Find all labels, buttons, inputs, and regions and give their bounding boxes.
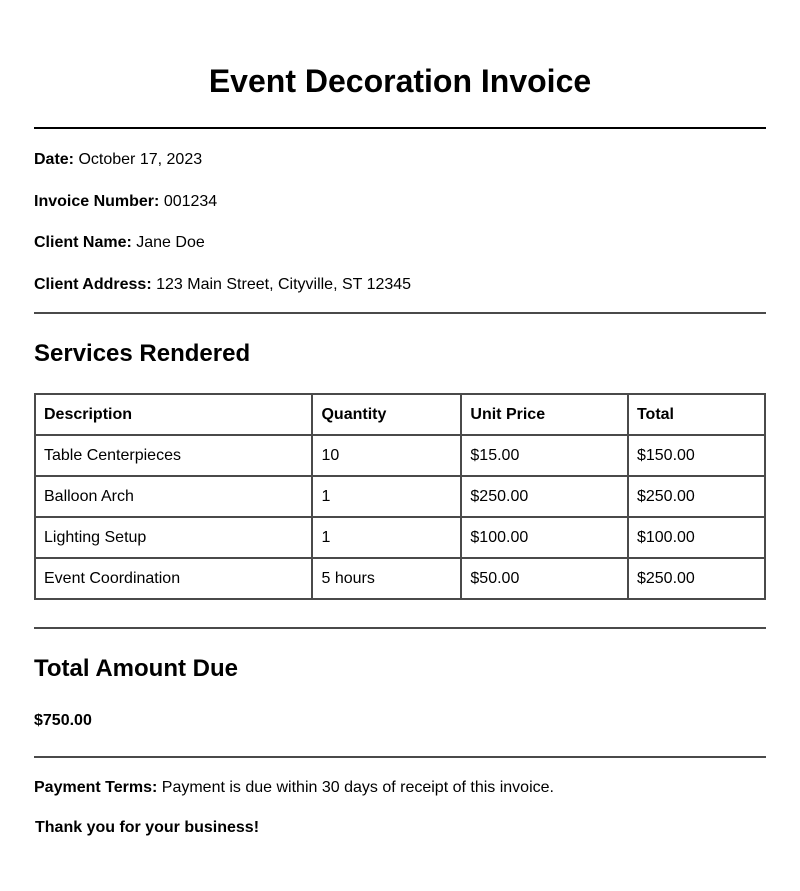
total-amount: $750.00 [34, 712, 92, 729]
invoice-number-label: Invoice Number: [34, 193, 160, 210]
payment-terms [34, 778, 554, 798]
table-row [35, 558, 765, 599]
client-address-field [34, 275, 411, 295]
cell-description: Event Coordination [35, 558, 312, 599]
cell-quantity: 1 [312, 517, 461, 558]
client-name-value: Jane Doe [136, 234, 205, 251]
table-header-row [35, 394, 765, 435]
column-header-total: Total [628, 394, 765, 435]
column-header-quantity: Quantity [312, 394, 461, 435]
thank-you-note: Thank you for your business! [35, 819, 260, 836]
cell-description: Lighting Setup [35, 517, 312, 558]
cell-unit-price: $100.00 [461, 517, 628, 558]
total-heading: Total Amount Due [34, 655, 238, 682]
cell-unit-price: $15.00 [461, 435, 628, 476]
invoice-number-field [34, 192, 217, 212]
column-header-unit-price: Unit Price [461, 394, 628, 435]
table-row [35, 517, 765, 558]
cell-total: $100.00 [628, 517, 765, 558]
invoice-number-value: 001234 [163, 193, 218, 210]
table-row [35, 476, 765, 517]
cell-total: $250.00 [628, 558, 765, 599]
client-name-label: Client Name: [34, 234, 132, 251]
column-header-description: Description [35, 394, 312, 435]
date-field [34, 150, 202, 170]
cell-description: Table Centerpieces [35, 435, 312, 476]
cell-quantity: 5 hours [312, 558, 461, 599]
table-row [35, 435, 765, 476]
cell-total: $150.00 [628, 435, 765, 476]
cell-unit-price: $250.00 [461, 476, 628, 517]
cell-quantity: 1 [312, 476, 461, 517]
details-divider [34, 312, 766, 314]
cell-quantity: 10 [312, 435, 461, 476]
client-name-field [34, 233, 205, 253]
cell-unit-price: $50.00 [461, 558, 628, 599]
date-value: October 17, 2023 [78, 151, 203, 168]
payment-terms-text: Payment is due within 30 days of receipt of this invoice. [161, 779, 554, 796]
cell-description: Balloon Arch [35, 476, 312, 517]
cell-total: $250.00 [628, 476, 765, 517]
date-label: Date: [34, 151, 75, 168]
total-divider [34, 756, 766, 758]
services-table [34, 393, 766, 600]
client-address-label: Client Address: [34, 276, 152, 293]
client-address-value: 123 Main Street, Cityville, ST 12345 [156, 276, 412, 293]
title-divider [34, 127, 766, 129]
invoice-title: Event Decoration Invoice [208, 63, 592, 99]
services-divider [34, 627, 766, 629]
payment-terms-label: Payment Terms: [34, 779, 158, 796]
services-heading: Services Rendered [34, 340, 251, 367]
